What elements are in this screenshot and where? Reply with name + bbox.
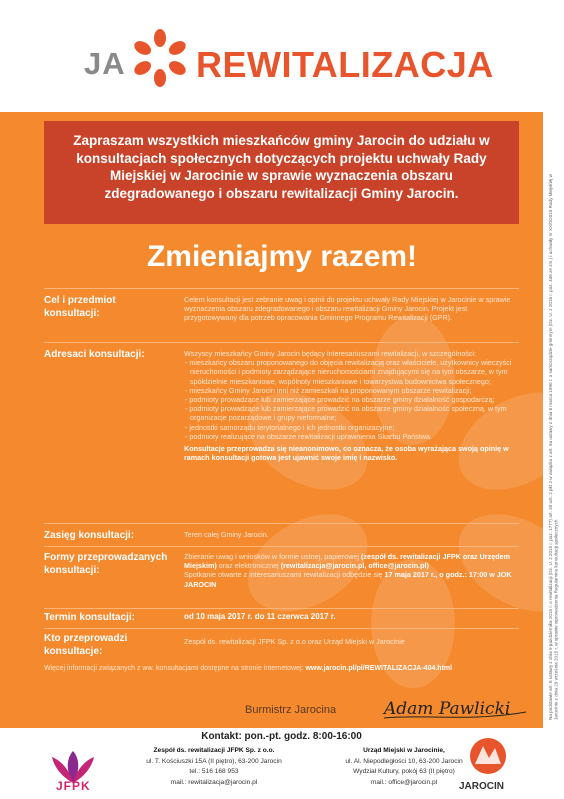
address-title: Urząd Miejski w Jarocinie, [363, 747, 445, 754]
section-value: Teren całej Gminy Jarocin. [184, 530, 269, 539]
list-item: - podmioty prowadzące lub zamierzające prowadzić na obszarze gminy działalność społeczną, w tym organizacje pozarządowe i grupy nieformalne; [185, 404, 507, 423]
divider [44, 546, 519, 547]
list-item: - mieszkańcy Gminy Jarocin inni niż zamieszkali na proponowanym obszarze rewitalizacji; [185, 385, 472, 395]
list-item: - mieszkańcy obszaru proponowanego do objęcia rewitalizacją oraz właściciele, użytkownicy wieczyści nieruchomości i podmioty zarządzające nieruchomościami znajdującymi się na tym obszarze, w tym spółdzielnie mieszkaniowe, wspólnoty mieszkaniowe i towarzystwa budownictwa społecznego; [185, 358, 512, 386]
formy-line-2 [184, 570, 519, 588]
formy-text-bold: (zespół ds. rewitalizacji JFPK oraz Urzędem Miejskim) [184, 552, 510, 571]
jfpk-logo-text: JFPK [56, 779, 91, 793]
intro-box: Zapraszam wszystkich mieszkańców gminy Jarocin do udziału w konsultacjach społecznych dotyczących projektu uchwały Rady Miejskiej w Jarocinie w sprawie wyznaczenia obszaru zdegradowanego i obszaru rewitalizacji Gminy Jarocin. [44, 121, 519, 224]
jarocin-logo-text: JAROCIN [459, 781, 505, 792]
contact-hours: Kontakt: pon.-pt. godz. 8:00-16:00 [201, 731, 362, 742]
footer [44, 728, 519, 799]
section-label: Termin konsultacji: [44, 612, 135, 623]
formy-line-1 [184, 552, 519, 570]
section-value [184, 349, 519, 462]
address-email[interactable]: mail.: rewitalizacja@jarocin.pl [170, 778, 258, 786]
divider [44, 342, 519, 343]
signature-name: Adam Pawlicki [384, 699, 511, 719]
more-info [44, 664, 519, 673]
section-value: Celem konsultacji jest zebranie uwag i opinii do projektu uchwały Rady Miejskiej w Jarocinie w sprawie wyznaczenia obszaru zdegradowanego i obszaru rewitalizacji Gminy Jarocin. Projekt jest przygotowywany dla potrzeb opracowania Gminnego Programu Rewitalizacji (GPR). [184, 295, 511, 323]
more-info-link[interactable]: www.jarocin.pl/pl/REWITALIZACJA-404.html [305, 665, 453, 672]
section-value [184, 552, 519, 589]
section-label: Adresaci konsultacji: [44, 349, 145, 360]
section-value: od 10 maja 2017 r. do 11 czerwca 2017 r. [184, 612, 336, 621]
formy-text: oraz elektronicznej [216, 561, 281, 571]
section-label: Zasięg konsultacji: [44, 530, 135, 541]
side-legal-note [544, 160, 564, 720]
logo-prefix: JA [84, 46, 126, 81]
header [0, 0, 564, 112]
rewitalizacja-logo-icon [130, 28, 190, 88]
list-item: - podmioty prowadzące lub zamierzające prowadzić na obszarze gminy działalność gospodarczą; [185, 395, 495, 405]
list-item: - jednostki samorządu terytorialnego i ich jednostki organizacyjne; [185, 422, 395, 432]
address-title: Zespół ds. rewitalizacji JFPK Sp. z o.o. [153, 747, 275, 754]
jarocin-logo-icon [465, 736, 511, 776]
formy-text: Zbieranie uwag i wniosków w formie ustnej, papierowej [184, 552, 361, 561]
meeting-date: 17 maja 2017 r., o godz.: 17:00 w JOK JAROCIN [184, 570, 512, 589]
adresaci-note: Konsultacje przeprowadza się nieanonimowo, co oznacza, że osoba wyrażająca swoją opinię w ramach konsultacji gotowa jest ujawnić swoje imię i nazwisko. [184, 444, 509, 463]
formy-text: Spotkanie otwarte z interesariuszami rewitalizacji odbędzie się [184, 570, 385, 580]
more-info-text: Więcej informacji związanych z ww. konsultacjami dostępne na stronie internetowej: [44, 665, 306, 672]
adresaci-list [184, 358, 519, 441]
divider [44, 288, 519, 289]
signature-icon [380, 692, 530, 724]
divider [44, 523, 519, 524]
adresaci-intro: Wszyscy mieszkańcy Gminy Jarocin będący interesariuszami rewitalizacji, w szczególności: [184, 349, 476, 358]
logo-text: REWITALIZACJA [196, 44, 494, 85]
address-email[interactable]: mail.: office@jarocin.pl [370, 778, 438, 786]
divider [44, 608, 519, 609]
address-phone: tel.: 516 168 953 [189, 768, 239, 775]
section-value: Zespół ds. rewitalizacji JFPK Sp. z o.o oraz Urząd Miejski w Jarocinie [184, 637, 405, 646]
address-jfpk [134, 746, 294, 788]
address-line: ul. Al. Niepodległości 10, 63-200 Jarocin [345, 757, 463, 765]
headline: Zmieniajmy razem! [146, 240, 418, 273]
side-legal-text: Na podstawie art. 6 ustawy z dnia 9 października 2015 r. o rewitalizacji (Dz. U. z 2015 r. poz. 1777) art. 30 ust. 2 pkt 2 w związku z art. 5a ustawy z dnia 8 marca 1990 r. o samorządzie gminnym (Dz. U. z 2016 r. poz. 446 ze zm.) i uchwały nr XX/0/2015 Rady Miejskiej w Jarocinie z dnia 29 września 2015 r. w sprawie wprowadzenia Regulaminu konsultacji społecznych [548, 174, 559, 720]
list-item: - podmioty realizujące na obszarze rewitalizacji uprawnienia Skarbu Państwa. [185, 431, 432, 441]
address-line: ul. T. Kościuszki 15A (II piętro), 63-200 Jarocin [146, 757, 282, 765]
signature-label: Burmistrz Jarocina [245, 704, 337, 716]
divider [44, 628, 519, 629]
section-label: Kto przeprowadzi konsultacje: [44, 633, 128, 657]
section-label: Formy przeprowadzanych konsultacji: [44, 552, 168, 576]
section-label: Cel i przedmiot konsultacji: [44, 295, 116, 319]
formy-emails[interactable]: (rewitalizacja@jarocin.pl, office@jarocin.pl) [280, 561, 429, 571]
address-line: Wydział Kultury, pokój 63 (II piętro) [353, 768, 455, 775]
